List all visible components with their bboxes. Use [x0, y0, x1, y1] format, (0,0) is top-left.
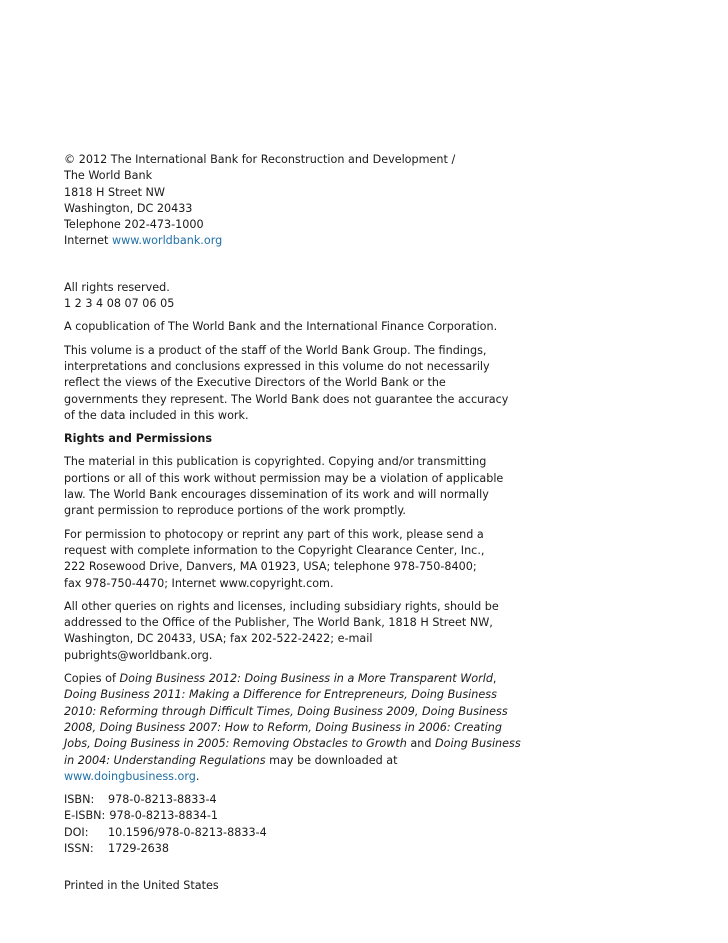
permissions-line: The material in this publication is copyrighted. Copying and/or transmitting [64, 455, 487, 469]
permissions-line: request with complete information to the Copyright Clearance Center, Inc., [64, 543, 485, 557]
street-address: 1818 H Street NW [64, 185, 165, 199]
doi-row [64, 825, 494, 841]
copies-title: Jobs, Doing Business in 2005: Removing Obstacles to Growth [64, 737, 407, 751]
doingbusiness-link[interactable]: www.doingbusiness.org [64, 769, 196, 783]
permissions-line: 222 Rosewood Drive, Danvers, MA 01923, USA; telephone 978-750-8400; [64, 560, 477, 574]
copies-text: , [492, 672, 497, 686]
copies-title: Doing Business 2012: Doing Business in a More Transparent World [119, 672, 493, 686]
rights-permissions-heading: Rights and Permissions [64, 432, 212, 446]
issn-label: ISSN: [64, 841, 94, 855]
rights-reserved: All rights reserved. [64, 280, 170, 294]
identifiers-block [64, 792, 494, 857]
eisbn-label: E-ISBN: [64, 809, 106, 823]
copies-line [64, 753, 494, 769]
print-sequence: 1 2 3 4 08 07 06 05 [64, 297, 175, 311]
city-address: Washington, DC 20433 [64, 201, 193, 215]
isbn-label: ISBN: [64, 793, 95, 807]
internet-label: Internet [64, 234, 109, 248]
isbn-row [64, 792, 494, 808]
eisbn-row [64, 808, 494, 824]
permissions-line: law. The World Bank encourages dissemination of its work and will normally [64, 488, 489, 502]
telephone: Telephone 202-473-1000 [64, 218, 204, 232]
copies-text: . [195, 769, 200, 783]
copies-text: and [406, 737, 436, 751]
copies-title: in 2004: Understanding Regulations [64, 753, 266, 767]
rights-permissions-heading-block [64, 431, 494, 447]
copyright-line: © 2012 The International Bank for Reconstruction and Development / [64, 153, 456, 166]
permissions-para-2 [64, 527, 494, 592]
copublication-text: A copublication of The World Bank and the International Finance Corporation. [64, 320, 498, 334]
org-name: The World Bank [64, 169, 153, 183]
issn-row [64, 841, 494, 857]
disclaimer-line: of the data included in this work. [64, 408, 249, 422]
copies-title: Doing Business [435, 737, 521, 751]
internet-line [64, 233, 494, 249]
copies-text: may be downloaded at [265, 753, 398, 767]
disclaimer-line: This volume is a product of the staff of the World Bank Group. The findings, [64, 343, 487, 357]
worldbank-link[interactable]: www.worldbank.org [112, 234, 223, 248]
doi-label: DOI: [64, 825, 89, 839]
copies-line [64, 769, 494, 785]
permissions-para-3 [64, 599, 499, 664]
copies-line [64, 671, 497, 687]
copies-line: Doing Business 2011: Making a Difference for Entrepreneurs, Doing Business [64, 688, 497, 702]
isbn-value: 978-0-8213-8833-4 [108, 793, 217, 807]
copies-paragraph [64, 671, 521, 785]
permissions-line: portions or all of this work without permission may be a violation of applicable [64, 471, 504, 485]
permissions-line: Washington, DC 20433, USA; fax 202-522-2422; e-mail [64, 632, 373, 646]
issn-value: 1729-2638 [108, 841, 169, 855]
publisher-block [64, 152, 494, 250]
rights-block [64, 280, 494, 313]
doi-value: 10.1596/978-0-8213-8833-4 [108, 825, 267, 839]
copies-line: 2010: Reforming through Difficult Times, Doing Business 2009, Doing Business [64, 704, 508, 718]
disclaimer-line: interpretations and conclusions expressed in this volume do not necessarily [64, 359, 490, 373]
permissions-line: pubrights@worldbank.org. [64, 648, 213, 662]
permissions-para-1 [64, 454, 504, 519]
disclaimer [64, 343, 509, 424]
printed-block [64, 878, 494, 894]
copies-line: 2008, Doing Business 2007: How to Reform, Doing Business in 2006: Creating [64, 720, 502, 734]
permissions-line: grant permission to reproduce portions of the work promptly. [64, 504, 406, 518]
copies-text: Copies of [64, 672, 120, 686]
permissions-line: For permission to photocopy or reprint any part of this work, please send a [64, 527, 484, 541]
permissions-line: fax 978-750-4470; Internet www.copyright.com. [64, 576, 334, 590]
disclaimer-line: reflect the views of the Executive Directors of the World Bank or the [64, 376, 446, 390]
disclaimer-line: governments they represent. The World Bank does not guarantee the accuracy [64, 392, 509, 406]
copublication-note [64, 319, 498, 335]
eisbn-value: 978-0-8213-8834-1 [109, 809, 219, 823]
copies-line [64, 736, 521, 752]
printed-note: Printed in the United States [64, 879, 219, 893]
permissions-line: addressed to the Office of the Publisher, The World Bank, 1818 H Street NW, [64, 616, 493, 630]
permissions-line: All other queries on rights and licenses, including subsidiary rights, should be [64, 599, 499, 613]
copyright-page [64, 152, 521, 895]
